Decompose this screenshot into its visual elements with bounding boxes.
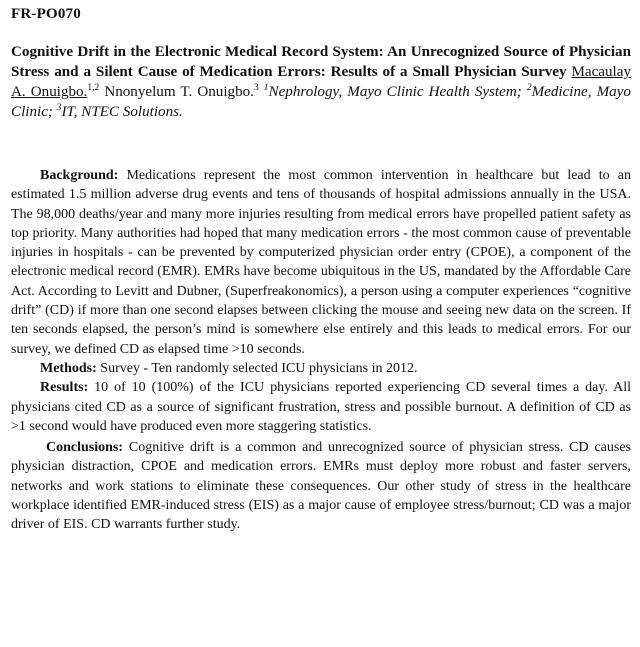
background-text: Medications represent the most common intervention in healthcare but lead to an estimated 1.5 million adverse drug events and tens of thousands of hospital admissions annually in the USA. The 98,000 deaths/year and many more injuries resulting from medical errors have propelled patient safety as top priority. Many authorities had hoped that many medication errors - the most common cause of preventable injuries in hospitals - can be prevented by computerized physician order entry (CPOE), a component of the electronic medical record (EMR). EMRs have become ubiquitous in the US, mandated by the Affordable Care Act. According to Levitt and Dubner, (Superfreakonomics), a person using a computer experiences “cognitive drift” (CD) if more than one second elapses between clicking the mouse and seeing new data on the screen. If ten seconds elapsed, the person’s mind is somewhere else entirely and this leads to medical errors. For our survey, we defined CD as elapsed time >10 seconds. (11, 168, 631, 357)
author-2-affil-marker: 3 (253, 82, 259, 93)
conclusions-text: Cognitive drift is a common and unrecognized source of physician stress. CD causes physician distraction, CPOE and medication errors. EMRs must deploy more robust and faster servers, networks and work stations to eliminate these consequences. Our other study of stress in the healthcare workplace identified EMR-induced stress (EIS) as a major cause of employee stress/burnout; CD was a major driver of EIS. CD warrants further study. (11, 440, 632, 533)
abstract-title: Cognitive Drift in the Electronic Medical Record System: An Unrecognized Source of Physician Stress and a Silent Cause of Medication Errors: Results of a Small Physician Survey (11, 44, 631, 80)
title-author-block (11, 42, 631, 122)
methods-section (11, 359, 631, 378)
affil-2: Medicine, Mayo Clinic; (11, 84, 631, 120)
background-heading: Background: (40, 168, 119, 183)
methods-heading: Methods: (40, 360, 97, 376)
author-2-name: Nnonyelum T. Onuigbo. (104, 84, 254, 100)
abstract-body (11, 166, 631, 535)
results-text: 10 of 10 (100%) of the ICU physicians reported experiencing CD several times a day. All physicians cited CD as a source of significant frustration, stress and possible burnout. A definition of CD as >1 second would have produced even more staggering statistics. (11, 380, 632, 434)
results-section (11, 378, 631, 436)
methods-text: Survey - Ten randomly selected ICU physicians in 2012. (100, 360, 418, 376)
conclusions-section (11, 438, 631, 534)
affil-3-marker: 3 (56, 102, 62, 113)
affil-3: IT, NTEC Solutions. (61, 104, 183, 120)
background-section (11, 166, 631, 359)
author-1-affil-marker: 1,2 (87, 82, 100, 93)
affil-1: Nephrology, Mayo Clinic Health System; (268, 84, 527, 100)
author-1-name: Macaulay A. Onuigbo. (11, 64, 631, 100)
affil-2-marker: 2 (526, 82, 532, 93)
results-heading: Results: (40, 380, 89, 396)
conclusions-heading: Conclusions: (46, 440, 124, 456)
affil-1-marker: 1 (263, 82, 269, 93)
abstract-id: FR-PO070 (11, 6, 81, 22)
